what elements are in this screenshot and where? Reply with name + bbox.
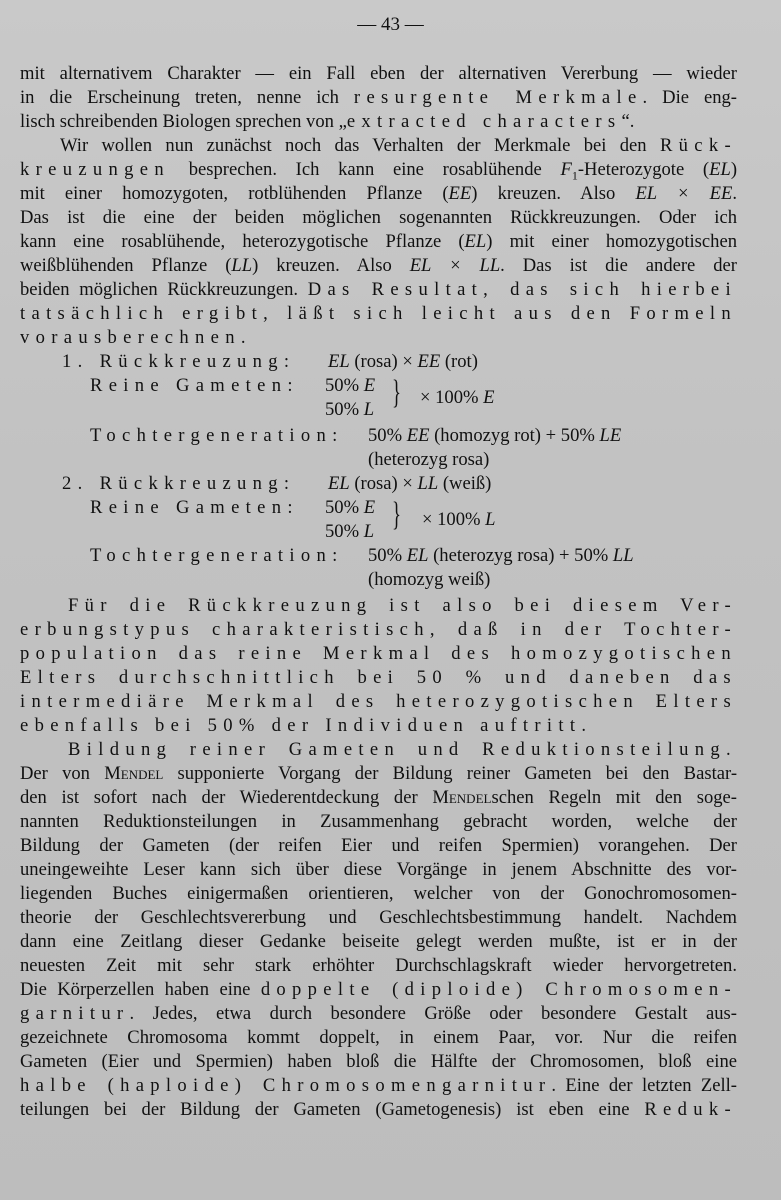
spaced-term: garnitur [20,1003,130,1024]
spaced-term: doppelte (diploide) Chromosomen- [260,979,737,1000]
formula1-cross: EL (rosa) × EE (rot) [328,351,478,372]
text-line: in die Erscheinung treten, nenne ich resurgente Merkmale. Die eng- [20,87,737,108]
formula1-label: 1. Rückkreuzung: [62,351,296,372]
spaced-term: Das Resultat, das sich hierbei [307,279,738,300]
text-line: teilungen bei der Bildung der Gameten (Gametogenesis) ist eben eine Reduk- [20,1099,737,1120]
formula2-offspring: 50% EL (heterozyg rosa) + 50% LL [368,545,634,566]
formula2-times: × 100% L [422,509,496,530]
text-line: kreuzungen besprechen. Ich kann eine rosablühende $F_1$-Heterozygote (EL) [20,159,738,183]
text-line: population das reine Merkmal des homozygotischen [20,643,737,664]
text-line: nannten Reduktionsteilungen in Zusammenhang gebracht worden, welche der [20,811,737,832]
text-line: Für die Rückkreuzung ist also bei diesem Ver- [68,595,737,616]
text-line: weißblühenden Pflanze (LL) kreuzen. Also EL × LL. Das ist die andere der [20,255,737,276]
text-line: Elters durchschnittlich bei 50 % und daneben das [20,667,737,688]
brace-icon: } [392,374,401,411]
spaced-term: resurgente Merkmale [353,87,643,108]
text-line: uneingeweihte Leser kann sich über diese Vorgänge in jenem Abschnitte des vor- [20,859,737,880]
formula2-gamete-a: 50% E [325,497,376,518]
text-line: erbungstypus charakteristisch, daß in der Tochter- [20,619,737,640]
section-heading: Bildung reiner Gameten und Reduktionsteilung. [68,739,737,760]
formula2-gametes-label: Reine Gameten: [90,497,299,518]
text-line: ebenfalls bei 50% der Individuen auftritt. [20,715,593,736]
formula2-label: 2. Rückkreuzung: [62,473,296,494]
text-line: theorie der Geschlechtsvererbung und Geschlechtsbestimmung handelt. Nachdem [20,907,737,928]
formula1-offspring-label: Tochtergeneration: [90,425,344,446]
formula1-times: × 100% E [420,387,495,408]
text-line: liegenden Buches einigermaßen orientieren, welcher von der Gonochromosomen- [20,883,737,904]
text-line: kann eine rosablühende, heterozygotische Pflanze (EL) mit einer homozygotischen [20,231,737,252]
formula1-gamete-a: 50% E [325,375,376,396]
spaced-term: Reduk- [644,1099,737,1120]
page-number: — 43 — [357,14,424,35]
text-line: den ist sofort nach der Wiederentdeckung der Mendelschen Regeln mit den soge- [20,787,737,808]
text-line: Die Körperzellen haben eine doppelte (diploide) Chromosomen- [20,979,737,1000]
text-line: Der von Mendel supponierte Vorgang der Bildung reiner Gameten bei den Bastar- [20,763,738,784]
text-line: dann eine Zeitlang dieser Gedanke beiseite gelegt werden mußte, ist er in der [20,931,737,952]
formula2-gamete-b: 50% L [325,521,375,542]
spaced-term: extracted characters [346,111,622,132]
text-line: halbe (haploide) Chromosomengarnitur. Eine der letzten Zell- [20,1075,737,1096]
spaced-term: Rück- [659,135,737,156]
formula1-offspring-note: (heterozyg rosa) [368,449,490,470]
text-line: Gameten (Eier und Spermien) haben bloß die Hälfte der Chromosomen, bloß eine [20,1051,737,1072]
formula1-gamete-b: 50% L [325,399,375,420]
text-line: lisch schreibenden Biologen sprechen von „extracted characters“. [20,111,635,132]
text-line: beiden möglichen Rückkreuzungen. Das Resultat, das sich hierbei [20,279,738,300]
text-line: tatsächlich ergibt, läßt sich leicht aus den Formeln [20,303,737,324]
formula1-gametes-label: Reine Gameten: [90,375,299,396]
brace-icon: } [392,496,401,533]
spaced-term: kreuzungen [20,159,170,180]
text-line: neuesten Zeit mit sehr stark erhöhter Durchschlagskraft wieder hervorgetreten. [20,955,737,976]
text-line: mit einer homozygoten, rotblühenden Pflanze (EE) kreuzen. Also EL × EE. [20,183,737,204]
formula2-offspring-note: (homozyg weiß) [368,569,491,590]
text-line: garnitur. Jedes, etwa durch besondere Größe oder besondere Gestalt aus- [20,1003,737,1024]
text-line: Wir wollen nun zunächst noch das Verhalten der Merkmale bei den Rück- [60,135,737,156]
text-line: mit alternativem Charakter — ein Fall eben der alternativen Vererbung — wieder [20,63,737,84]
formula2-cross: EL (rosa) × LL (weiß) [328,473,492,494]
text-line: Das ist die eine der beiden möglichen sogenannten Rückkreuzungen. Oder ich [20,207,737,228]
formula2-offspring-label: Tochtergeneration: [90,545,344,566]
text-line: gezeichnete Chromosoma kommt doppelt, in einem Paar, vor. Nur die reifen [20,1027,737,1048]
text-line: vorausberechnen. [20,327,252,348]
spaced-term: halbe (haploide) Chromosomengarnitur [20,1075,552,1096]
formula1-offspring: 50% EE (homozyg rot) + 50% LE [368,425,622,446]
text-line: intermediäre Merkmal des heterozygotischen Elters [20,691,737,712]
text-line: Bildung der Gameten (der reifen Eier und reifen Spermien) vorangehen. Der [20,835,737,856]
